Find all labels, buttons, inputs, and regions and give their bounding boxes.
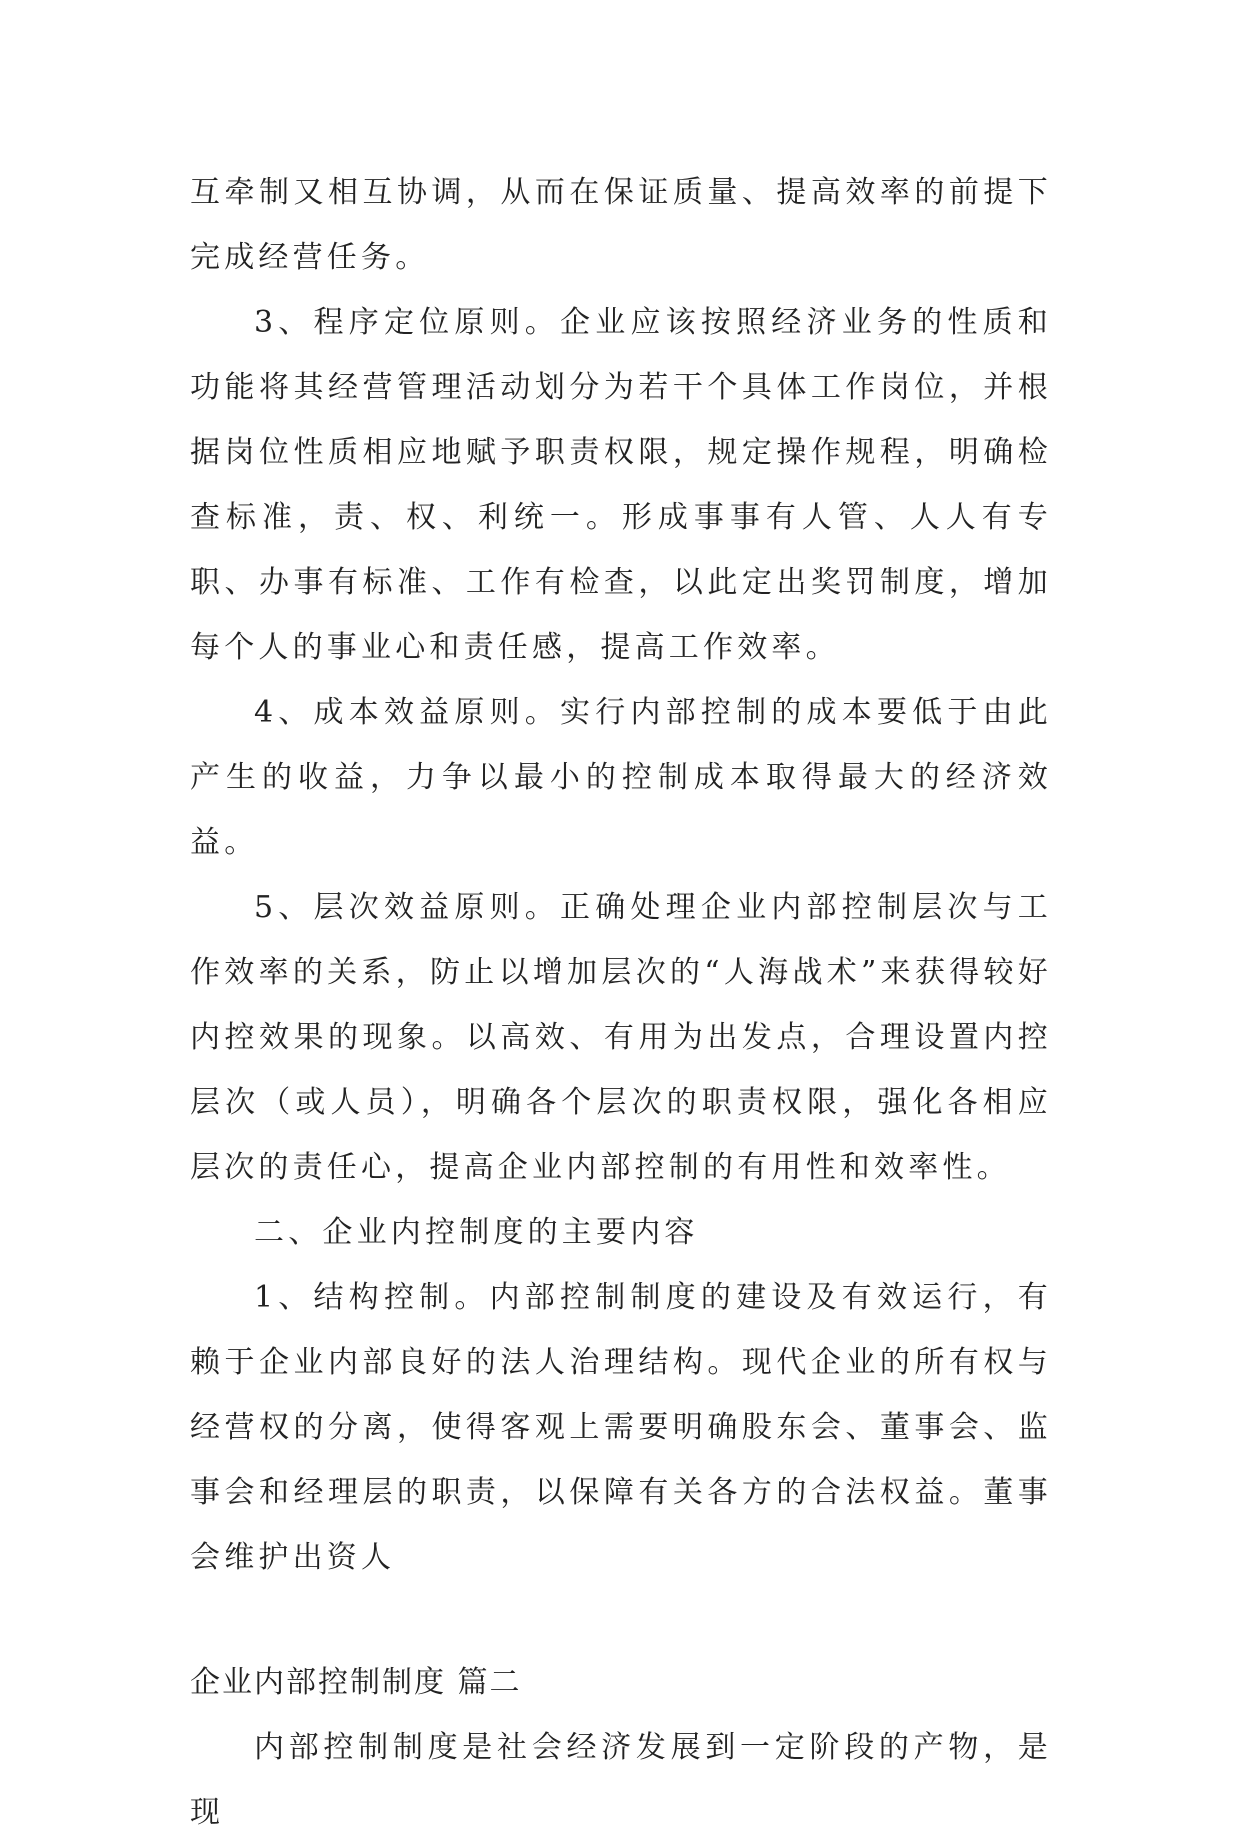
section-gap bbox=[190, 1590, 1052, 1650]
paragraph-continuation: 互牵制又相互协调，从而在保证质量、提高效率的前提下完成经营任务。 bbox=[190, 175, 1052, 275]
paragraph-principle-4: 4、成本效益原则。实行内部控制的成本要低于由此产生的收益，力争以最小的控制成本取得最大的经济效益。 bbox=[190, 695, 1052, 860]
paragraph-principle-3: 3、程序定位原则。企业应该按照经济业务的性质和功能将其经营管理活动划分为若干个具体工作岗位，并根据岗位性质相应地赋予职责权限，规定操作规程，明确检查标准，责、权、利统一。形成事事有人管、人人有专职、办事有标准、工作有检查，以此定出奖罚制度，增加每个人的事业心和责任感，提高工作效率。 bbox=[190, 305, 1052, 665]
paragraph-principle-5: 5、层次效益原则。正确处理企业内部控制层次与工作效率的关系，防止以增加层次的“人海战术”来获得较好内控效果的现象。以高效、有用为出发点，合理设置内控层次（或人员），明确各个层次的职责权限，强化各相应层次的责任心，提高企业内部控制的有用性和效率性。 bbox=[190, 890, 1052, 1185]
section-title: 企业内部控制制度 篇二 bbox=[190, 1665, 522, 1700]
paragraph-intro: 内部控制制度是社会经济发展到一定阶段的产物，是现 bbox=[190, 1730, 1052, 1830]
section-heading-main-content: 二、企业内控制度的主要内容 bbox=[254, 1215, 699, 1250]
document-body bbox=[190, 160, 1052, 1845]
paragraph-structure-control: 1、结构控制。内部控制制度的建设及有效运行，有赖于企业内部良好的法人治理结构。现代企业的所有权与经营权的分离，使得客观上需要明确股东会、董事会、监事会和经理层的职责，以保障有关各方的合法权益。董事会维护出资人 bbox=[190, 1280, 1052, 1575]
